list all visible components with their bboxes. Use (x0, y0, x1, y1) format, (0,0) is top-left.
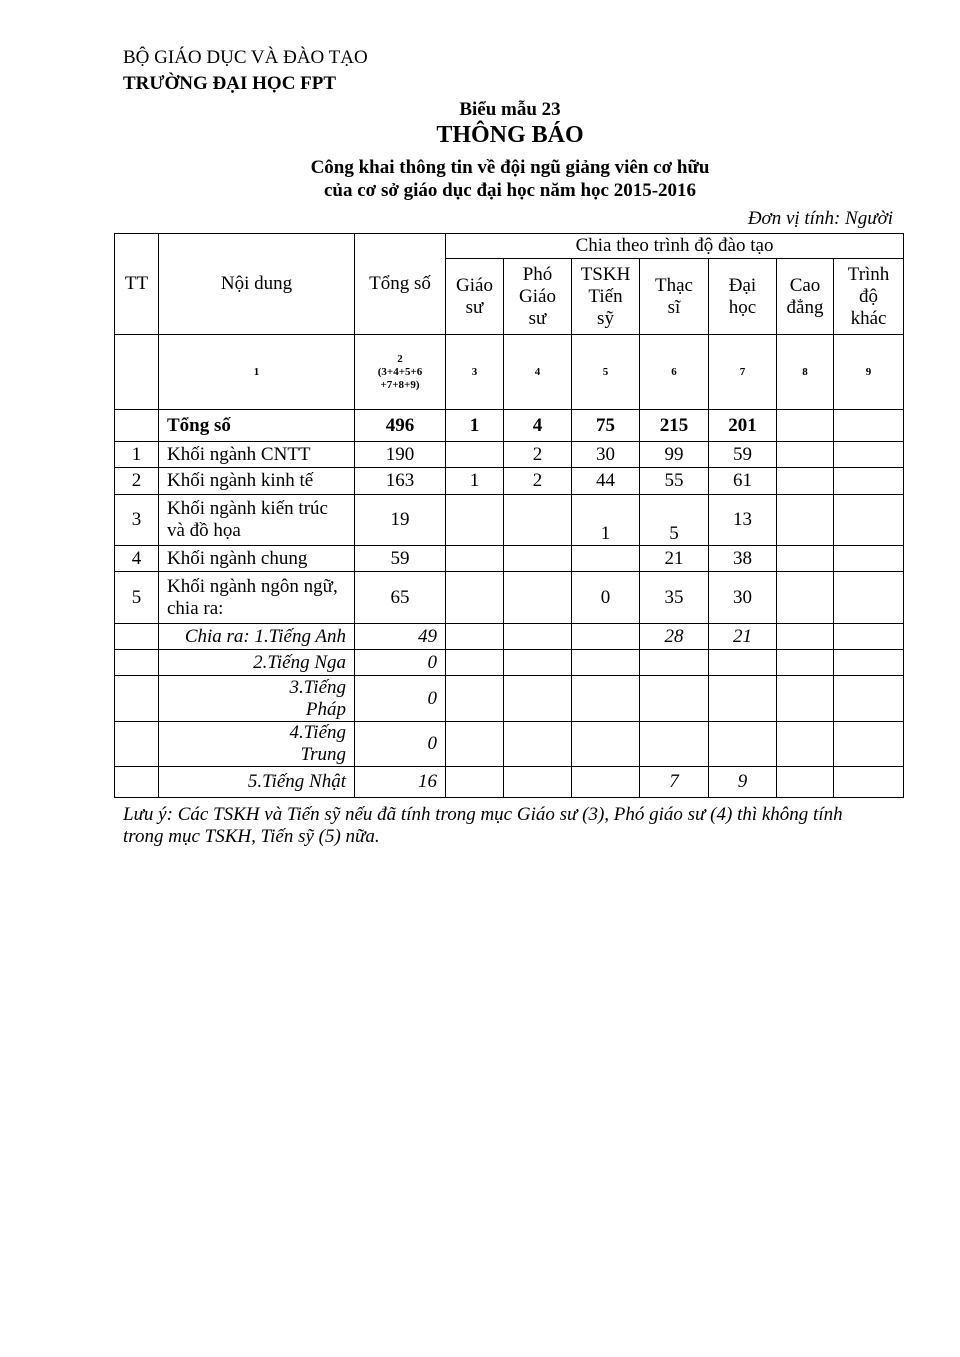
row-label: Khối ngành chung (159, 546, 355, 572)
footnote-line-2: trong mục TSKH, Tiến sỹ (5) nữa. (123, 826, 380, 847)
col-num: 2 (3+4+5+6 +7+8+9) (355, 335, 446, 410)
cell-total: 0 (355, 676, 446, 722)
header-tt: TT (115, 234, 159, 335)
cell-dh: 59 (709, 442, 777, 468)
sub-row-label: 5.Tiếng Nhật (159, 767, 355, 798)
cell-total: 0 (355, 650, 446, 676)
cell-ths: 99 (640, 442, 709, 468)
table-row (115, 572, 904, 624)
sub-row (115, 767, 904, 798)
cell-ths: 28 (640, 624, 709, 650)
sub-row (115, 676, 904, 722)
document-title: THÔNG BÁO (436, 122, 584, 148)
cell-ts: 75 (572, 410, 640, 442)
header-pho-giao-su: Phó Giáo sư (504, 259, 572, 335)
lecturer-table (114, 233, 904, 798)
cell-total: 0 (355, 722, 446, 767)
header-total: Tổng số (355, 234, 446, 335)
table-row (115, 468, 904, 495)
row-tt: 5 (115, 572, 159, 624)
subtitle-line-2: của cơ sở giáo dục đại học năm học 2015-2016 (323, 180, 697, 201)
table-row (115, 442, 904, 468)
ministry-name: BỘ GIÁO DỤC VÀ ĐÀO TẠO (123, 47, 368, 68)
cell-dh: 9 (709, 767, 777, 798)
col-num: 1 (159, 335, 355, 410)
cell-total: 19 (355, 495, 446, 546)
cell-dh: 61 (709, 468, 777, 495)
row-tt: 2 (115, 468, 159, 495)
col-num (115, 335, 159, 410)
cell-ths: 7 (640, 767, 709, 798)
col-num: 3 (446, 335, 504, 410)
row-tt: 3 (115, 495, 159, 546)
row-label: Khối ngành ngôn ngữ, chia ra: (159, 572, 355, 624)
header-cao-dang: Cao đẳng (777, 259, 834, 335)
cell-pgs: 2 (504, 468, 572, 495)
cell-ths: 35 (640, 572, 709, 624)
cell-total: 190 (355, 442, 446, 468)
cell-dh: 201 (709, 410, 777, 442)
sub-row (115, 650, 904, 676)
sub-row (115, 624, 904, 650)
col-num: 8 (777, 335, 834, 410)
col-num: 4 (504, 335, 572, 410)
school-name: TRƯỜNG ĐẠI HỌC FPT (123, 73, 337, 94)
header-khac: Trình độ khác (834, 259, 904, 335)
row-label: Khối ngành kinh tế (159, 468, 355, 495)
cell-total: 49 (355, 624, 446, 650)
row-label: Khối ngành kiến trúc và đồ họa (159, 495, 355, 546)
cell-ts: 44 (572, 468, 640, 495)
header-content: Nội dung (159, 234, 355, 335)
header-group: Chia theo trình độ đào tạo (446, 234, 904, 259)
column-number-row (115, 335, 904, 410)
cell-total: 496 (355, 410, 446, 442)
cell-dh: 30 (709, 572, 777, 624)
footnote (123, 804, 883, 848)
cell-total: 163 (355, 468, 446, 495)
form-number: Biểu mẫu 23 (459, 99, 561, 120)
col-num: 9 (834, 335, 904, 410)
sub-row-label: 4.Tiếng Trung (159, 722, 355, 767)
footnote-line-1: Lưu ý: Các TSKH và Tiến sỹ nếu đã tính trong mục Giáo sư (3), Phó giáo sư (4) thì không tính (123, 804, 843, 825)
row-label: Khối ngành CNTT (159, 442, 355, 468)
col-num: 6 (640, 335, 709, 410)
cell-ths: 55 (640, 468, 709, 495)
table-row (115, 495, 904, 546)
col-num: 5 (572, 335, 640, 410)
total-row (115, 410, 904, 442)
sub-row-label: Chia ra: 1.Tiếng Anh (159, 624, 355, 650)
header-thac-si: Thạc sĩ (640, 259, 709, 335)
header-dai-hoc: Đại học (709, 259, 777, 335)
cell-pgs: 4 (504, 410, 572, 442)
subtitle-line-1: Công khai thông tin về đội ngũ giảng viên cơ hữu (310, 157, 710, 178)
cell-dh: 21 (709, 624, 777, 650)
cell-dh: 38 (709, 546, 777, 572)
col-num: 7 (709, 335, 777, 410)
sub-row-label: 2.Tiếng Nga (159, 650, 355, 676)
cell-ths: 21 (640, 546, 709, 572)
cell-total: 65 (355, 572, 446, 624)
row-tt: 4 (115, 546, 159, 572)
header-giao-su: Giáo sư (446, 259, 504, 335)
cell-ts: 1 (572, 495, 640, 546)
table-row (115, 546, 904, 572)
cell-gs (446, 442, 504, 468)
cell-ths: 215 (640, 410, 709, 442)
cell-ts: 0 (572, 572, 640, 624)
sub-row-label: 3.Tiếng Pháp (159, 676, 355, 722)
row-tt: 1 (115, 442, 159, 468)
sub-row (115, 722, 904, 767)
cell-gs: 1 (446, 410, 504, 442)
cell-gs: 1 (446, 468, 504, 495)
cell-total: 59 (355, 546, 446, 572)
cell-total: 16 (355, 767, 446, 798)
cell-ts: 30 (572, 442, 640, 468)
cell-pgs: 2 (504, 442, 572, 468)
unit-label: Đơn vị tính: Người (747, 208, 893, 229)
header-tskh: TSKH Tiến sỹ (572, 259, 640, 335)
cell-ths: 5 (640, 495, 709, 546)
row-label: Tổng số (159, 410, 355, 442)
cell-dh: 13 (709, 495, 777, 546)
